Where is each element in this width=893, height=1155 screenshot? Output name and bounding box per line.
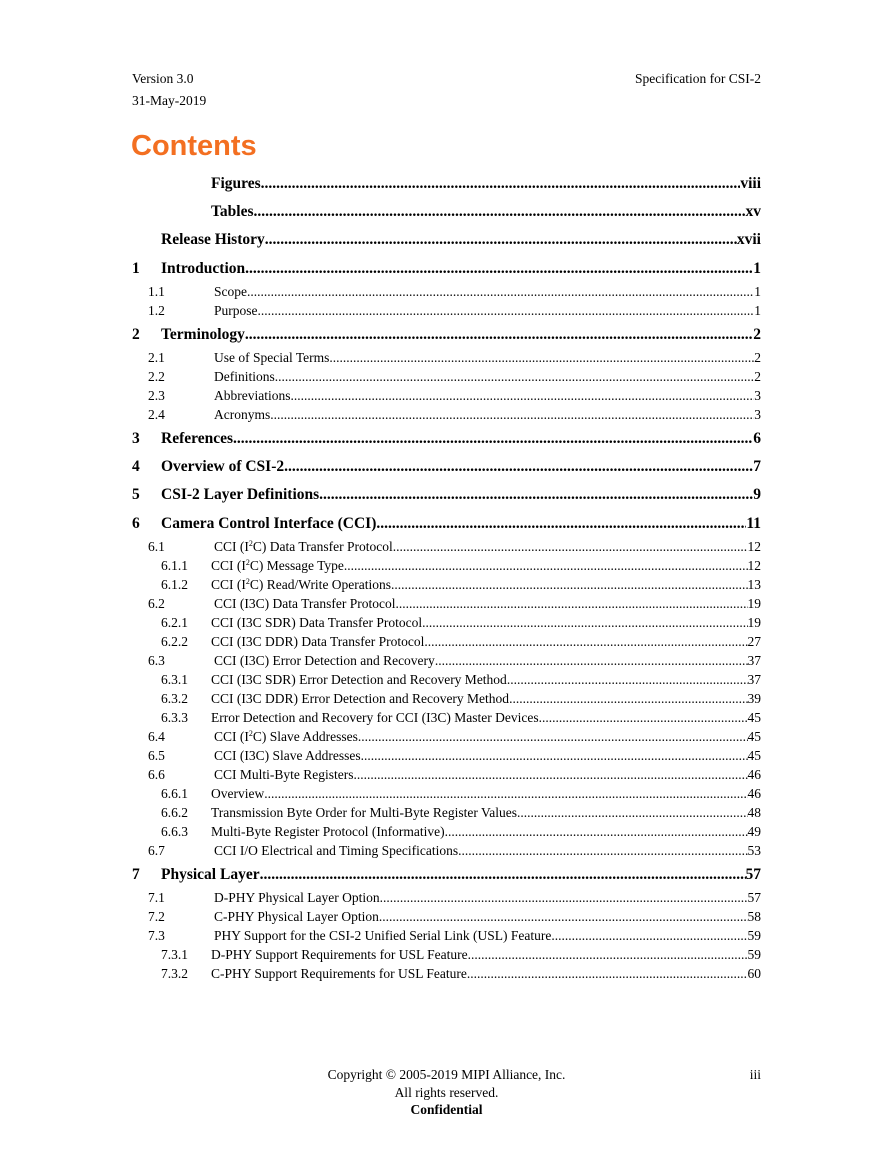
toc-entry-number: 2.1 xyxy=(148,349,165,365)
toc-leader-dots xyxy=(395,594,747,613)
toc-leader-dots xyxy=(551,926,747,945)
toc-entry-page: 37 xyxy=(747,652,761,668)
toc-entry-label: CCI $(I^2C)$ Message Type xyxy=(211,557,344,573)
toc-entry-label: Abbreviations xyxy=(214,387,291,403)
toc-entry[interactable] xyxy=(132,784,761,803)
toc-entry-label: Scope xyxy=(214,283,247,299)
toc-entry-label: CCI I/O Electrical and Timing Specifications xyxy=(214,842,459,858)
contents-heading: Contents xyxy=(131,130,257,162)
toc-leader-dots xyxy=(245,256,753,282)
toc-leader-dots xyxy=(260,862,746,888)
toc-entry-label: C-PHY Physical Layer Option xyxy=(214,908,379,924)
toc-entry[interactable] xyxy=(132,888,761,907)
toc-entry-label: Acronyms xyxy=(214,406,271,422)
toc-leader-dots xyxy=(261,171,741,197)
toc-entry-number: 2 xyxy=(132,325,140,343)
toc-entry-label: Purpose xyxy=(214,302,258,318)
toc-entry-label: CCI (I3C DDR) Error Detection and Recovery Method xyxy=(211,690,510,706)
toc-entry[interactable] xyxy=(132,841,761,860)
toc-entry-number: 6.3 xyxy=(148,652,165,668)
toc-leader-dots xyxy=(435,651,748,670)
toc-entry-page: 11 xyxy=(746,514,761,532)
toc-entry-page: 12 xyxy=(747,557,761,573)
toc-entry[interactable] xyxy=(132,301,761,320)
toc-entry[interactable] xyxy=(132,926,761,945)
toc-entry-label: CCI (I3C SDR) Error Detection and Recovery Method xyxy=(211,671,507,687)
toc-entry-label: Definitions xyxy=(214,368,275,384)
toc-entry[interactable] xyxy=(132,348,761,367)
toc-entry-label: CCI (I3C SDR) Data Transfer Protocol xyxy=(211,614,423,630)
toc-entry-label: Camera Control Interface (CCI) xyxy=(161,514,377,532)
toc-entry-page: 49 xyxy=(747,823,761,839)
toc-leader-dots xyxy=(319,482,753,508)
toc-entry-label: CCI (I3C) Data Transfer Protocol xyxy=(214,595,396,611)
toc-entry-page: 45 xyxy=(747,747,761,763)
toc-entry[interactable] xyxy=(132,689,761,708)
toc-entry[interactable] xyxy=(132,282,761,301)
toc-leader-dots xyxy=(467,964,748,983)
toc-entry[interactable] xyxy=(132,426,761,452)
toc-leader-dots xyxy=(517,803,748,822)
toc-entry-number: 6.2.2 xyxy=(161,633,188,649)
toc-entry-page: 2 xyxy=(754,368,761,384)
toc-entry-number: 2.3 xyxy=(148,387,165,403)
toc-leader-dots xyxy=(275,367,755,386)
toc-entry-page: 53 xyxy=(747,842,761,858)
version-label: Version 3.0 xyxy=(132,71,194,86)
toc-entry-label: Overview of CSI-2 xyxy=(161,458,285,476)
toc-entry-label: CCI (I3C DDR) Data Transfer Protocol xyxy=(211,633,425,649)
toc-entry-label: Physical Layer xyxy=(161,865,260,883)
toc-leader-dots xyxy=(265,227,737,253)
toc-entry[interactable] xyxy=(132,256,761,282)
toc-entry-number: 6.5 xyxy=(148,747,165,763)
toc-entry-label: D-PHY Support Requirements for USL Feature xyxy=(211,946,468,962)
toc-leader-dots xyxy=(361,746,748,765)
toc-leader-dots xyxy=(393,537,748,556)
toc-entry[interactable] xyxy=(132,227,761,253)
toc-entry-number: 6.2 xyxy=(148,595,165,611)
toc-entry-number: 2.4 xyxy=(148,406,165,422)
toc-entry-label: Use of Special Terms xyxy=(214,349,330,365)
toc-leader-dots xyxy=(380,888,748,907)
toc-entry-number: 6.2.1 xyxy=(161,614,188,630)
toc-leader-dots xyxy=(329,348,754,367)
toc-entry-number: 7.1 xyxy=(148,889,165,905)
toc-entry-page: 60 xyxy=(747,965,761,981)
toc-entry-number: 6.3.2 xyxy=(161,690,188,706)
toc-entry-label: CCI (I3C) Slave Addresses xyxy=(214,747,361,763)
toc-leader-dots xyxy=(258,301,755,320)
rights-text: All rights reserved. xyxy=(394,1084,499,1100)
toc-entry-label: CCI Multi-Byte Registers xyxy=(214,766,354,782)
toc-entry-page: xvii xyxy=(736,231,761,249)
copyright-text: Copyright © 2005-2019 MIPI Alliance, Inc. xyxy=(327,1067,566,1082)
toc-leader-dots xyxy=(233,426,753,452)
toc-entry-label: Figures xyxy=(211,175,261,192)
toc-leader-dots xyxy=(468,945,748,964)
toc-entry-page: 6 xyxy=(753,429,761,447)
toc-entry-number: 6.1.2 xyxy=(161,576,188,592)
toc-entry-page: 1 xyxy=(754,283,761,299)
toc-entry[interactable] xyxy=(132,405,761,424)
date-label: 31-May-2019 xyxy=(132,93,207,108)
toc-leader-dots xyxy=(391,575,747,594)
toc-entry[interactable] xyxy=(132,511,761,537)
toc-leader-dots xyxy=(379,907,748,926)
toc-leader-dots xyxy=(284,454,753,480)
toc-entry-number: 7.3 xyxy=(148,927,165,943)
toc-entry-number: 1 xyxy=(132,259,140,277)
toc-leader-dots xyxy=(507,670,748,689)
toc-entry-page: 19 xyxy=(747,614,761,630)
page-number: iii xyxy=(749,1067,761,1082)
toc-entry[interactable] xyxy=(132,454,761,480)
toc-entry-label: References xyxy=(161,429,234,447)
toc-entry[interactable] xyxy=(132,670,761,689)
confidential-label: Confidential xyxy=(410,1102,483,1117)
toc-entry-page: 59 xyxy=(747,946,761,962)
toc-leader-dots xyxy=(344,556,748,575)
toc-leader-dots xyxy=(245,322,753,348)
document-title: Specification for CSI-2 xyxy=(635,71,761,86)
toc-entry-label: CCI $(I^2C)$ Slave Addresses xyxy=(214,728,358,744)
toc-entry-number: 5 xyxy=(132,486,140,504)
toc-entry-number: 2.2 xyxy=(148,368,165,384)
toc-entry[interactable] xyxy=(132,367,761,386)
toc-entry[interactable] xyxy=(132,632,761,651)
toc-entry-page: 57 xyxy=(747,889,761,905)
toc-leader-dots xyxy=(358,727,748,746)
toc-entry-label: CCI $(I^2C)$ Data Transfer Protocol xyxy=(214,538,393,554)
toc-entry-number: 6.4 xyxy=(148,728,165,744)
toc-entry-number: 4 xyxy=(132,458,140,476)
toc-entry[interactable] xyxy=(132,746,761,765)
toc-entry[interactable] xyxy=(132,651,761,670)
toc-entry-label: Terminology xyxy=(161,325,245,343)
table-of-contents xyxy=(132,171,761,983)
toc-entry-page: 1 xyxy=(754,302,761,318)
toc-entry-page: 58 xyxy=(747,908,761,924)
toc-leader-dots xyxy=(291,386,755,405)
toc-entry-number: 6.6.3 xyxy=(161,823,188,839)
toc-entry-page: 39 xyxy=(747,690,761,706)
toc-entry[interactable] xyxy=(132,482,761,508)
toc-leader-dots xyxy=(247,282,754,301)
toc-entry-number: 6.6.2 xyxy=(161,804,188,820)
toc-entry-label: D-PHY Physical Layer Option xyxy=(214,889,380,905)
toc-entry-label: Introduction xyxy=(161,259,246,277)
toc-entry-page: 3 xyxy=(754,387,761,403)
toc-entry-label: Error Detection and Recovery for CCI (I3C) Master Devices xyxy=(211,709,539,725)
page-header-left xyxy=(132,68,206,112)
toc-leader-dots xyxy=(458,841,747,860)
toc-entry-number: 6.3.3 xyxy=(161,709,188,725)
toc-entry-number: 7.2 xyxy=(148,908,165,924)
toc-entry-number: 7.3.1 xyxy=(161,946,188,962)
toc-leader-dots xyxy=(422,613,747,632)
toc-entry-page: 2 xyxy=(754,349,761,365)
toc-entry-number: 1.2 xyxy=(148,302,165,318)
toc-entry-page: 46 xyxy=(747,785,761,801)
toc-entry-label: Release History xyxy=(161,231,265,249)
toc-entry-number: 6 xyxy=(132,514,140,532)
toc-entry-label: CCI (I3C) Error Detection and Recovery xyxy=(214,652,435,668)
toc-entry[interactable] xyxy=(132,862,761,888)
toc-entry-page: 59 xyxy=(747,927,761,943)
toc-leader-dots xyxy=(270,405,754,424)
toc-entry[interactable] xyxy=(132,556,761,575)
toc-leader-dots xyxy=(264,784,747,803)
toc-entry[interactable] xyxy=(132,945,761,964)
toc-leader-dots xyxy=(354,765,748,784)
toc-entry[interactable] xyxy=(132,171,761,197)
toc-entry[interactable] xyxy=(132,964,761,983)
toc-entry[interactable] xyxy=(132,613,761,632)
toc-entry-number: 6.7 xyxy=(148,842,165,858)
toc-entry-page: 2 xyxy=(753,325,761,343)
toc-entry-number: 7.3.2 xyxy=(161,965,188,981)
toc-entry-number: 6.3.1 xyxy=(161,671,188,687)
toc-entry-label: C-PHY Support Requirements for USL Feature xyxy=(211,965,467,981)
toc-entry-label: Multi-Byte Register Protocol (Informative) xyxy=(211,823,445,839)
toc-entry[interactable] xyxy=(132,537,761,556)
toc-entry-number: 6.6.1 xyxy=(161,785,188,801)
page-header-right xyxy=(635,68,761,90)
toc-entry-page: 48 xyxy=(747,804,761,820)
toc-entry-page: 45 xyxy=(747,709,761,725)
toc-entry[interactable] xyxy=(132,822,761,841)
toc-leader-dots xyxy=(376,511,746,537)
toc-entry[interactable] xyxy=(132,199,761,225)
toc-entry-number: 3 xyxy=(132,429,140,447)
toc-entry-page: xv xyxy=(745,203,761,221)
toc-entry-page: 37 xyxy=(747,671,761,687)
toc-leader-dots xyxy=(539,708,748,727)
toc-entry-page: 57 xyxy=(745,865,761,883)
toc-entry-number: 1.1 xyxy=(148,283,165,299)
toc-entry-page: 7 xyxy=(753,458,761,476)
toc-leader-dots xyxy=(424,632,747,651)
toc-entry-number: 6.1 xyxy=(148,538,165,554)
toc-entry-page: 3 xyxy=(754,406,761,422)
toc-entry-page: 12 xyxy=(747,538,761,554)
toc-entry[interactable] xyxy=(132,803,761,822)
toc-entry-page: 9 xyxy=(753,486,761,504)
toc-entry[interactable] xyxy=(132,322,761,348)
toc-entry-label: PHY Support for the CSI-2 Unified Serial Link (USL) Feature xyxy=(214,927,552,943)
toc-entry-page: 46 xyxy=(747,766,761,782)
toc-entry[interactable] xyxy=(132,708,761,727)
toc-entry-number: 6.1.1 xyxy=(161,557,188,573)
toc-entry[interactable] xyxy=(132,386,761,405)
toc-entry-label: CSI-2 Layer Definitions xyxy=(161,486,320,504)
toc-leader-dots xyxy=(445,822,748,841)
toc-entry-page: 27 xyxy=(747,633,761,649)
toc-entry-label: Transmission Byte Order for Multi-Byte Register Values xyxy=(211,804,517,820)
toc-entry-page: 1 xyxy=(753,259,761,277)
toc-entry-number: 6.6 xyxy=(148,766,165,782)
toc-leader-dots xyxy=(509,689,747,708)
toc-entry-label: Tables xyxy=(211,203,254,221)
toc-entry[interactable] xyxy=(132,727,761,746)
toc-entry-page: 19 xyxy=(747,595,761,611)
toc-entry[interactable] xyxy=(132,575,761,594)
toc-entry[interactable] xyxy=(132,907,761,926)
toc-entry-page: 45 xyxy=(747,728,761,744)
toc-entry-page: viii xyxy=(740,175,761,192)
toc-entry-label: CCI $(I^2C)$ Read/Write Operations xyxy=(211,576,392,592)
toc-entry[interactable] xyxy=(132,765,761,784)
toc-entry-number: 7 xyxy=(132,865,140,883)
toc-leader-dots xyxy=(254,199,746,225)
toc-entry[interactable] xyxy=(132,594,761,613)
toc-entry-page: 13 xyxy=(747,576,761,592)
toc-entry-label: Overview xyxy=(211,785,265,801)
